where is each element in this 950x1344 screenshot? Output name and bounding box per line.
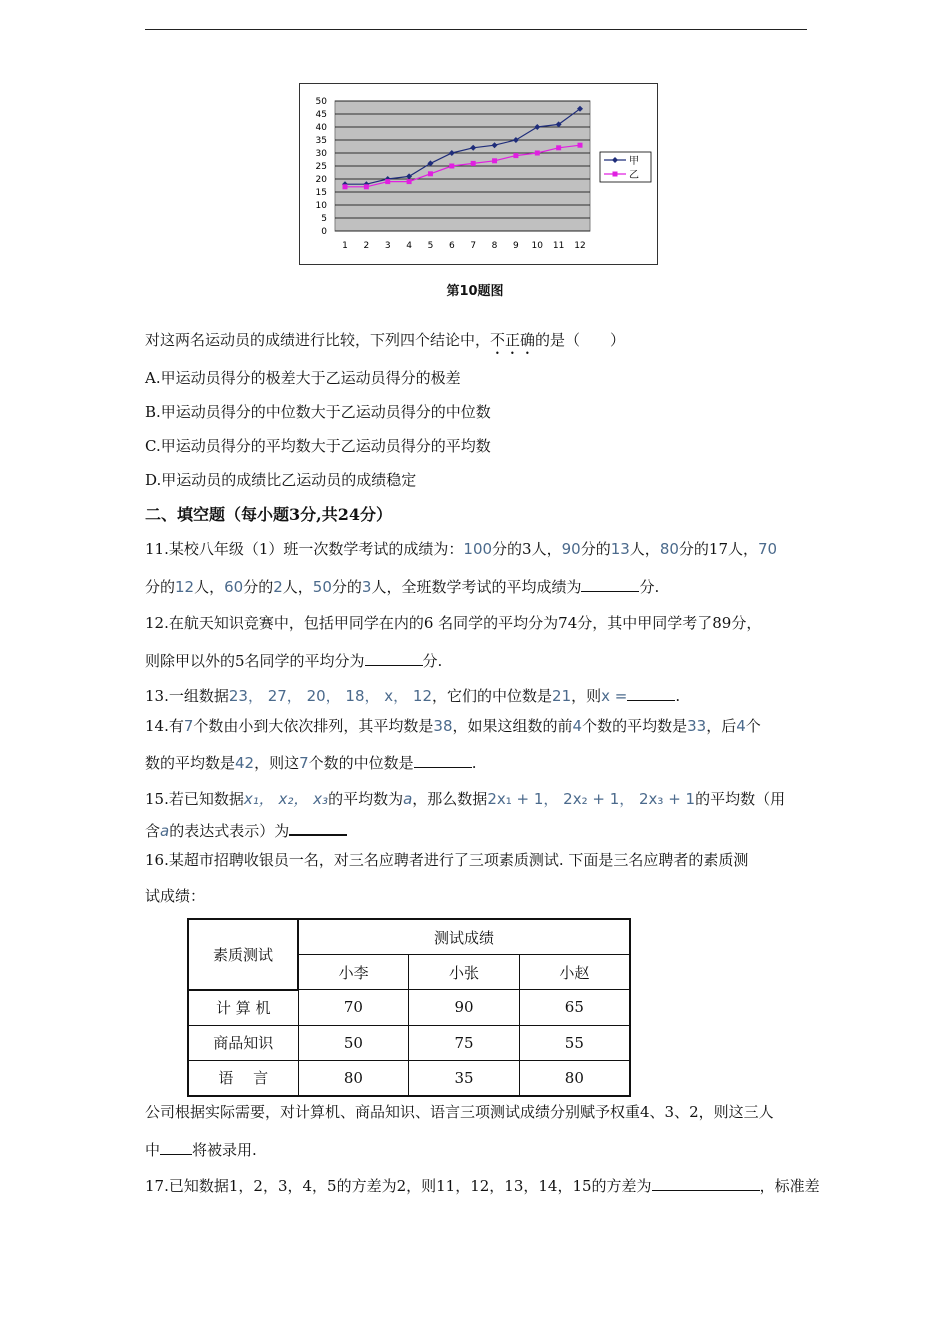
y-tick-label: 15 [315, 188, 327, 198]
series-2-point [471, 161, 476, 166]
y-tick-label: 40 [315, 123, 327, 133]
y-tick-label: 45 [315, 110, 327, 120]
table-cell: 90 [409, 990, 519, 1026]
x-tick-label: 1 [342, 241, 348, 251]
group-header-cell: 测试成绩 [298, 919, 630, 955]
answer-blank[interactable] [627, 685, 675, 701]
answer-blank[interactable] [289, 819, 347, 836]
y-tick-label: 25 [315, 162, 327, 172]
q17: 17.已知数据1，2，3，4，5的方差为2，则11，12，13，14，15的方差为 ，标准差 [145, 1177, 820, 1195]
line-chart [299, 83, 658, 265]
q16-after2: 中 将被录用. [145, 1141, 257, 1159]
row-label: 计 算 机 [188, 990, 298, 1026]
chart-svg [300, 84, 657, 264]
y-tick-label: 30 [315, 149, 327, 159]
q10-option-c: C.甲运动员得分的平均数大于乙运动员得分的平均数 [145, 437, 491, 455]
y-tick-label: 20 [315, 175, 327, 185]
row-header-cell: 素质测试 [188, 919, 298, 990]
y-tick-label: 10 [315, 201, 327, 211]
q10-option-a: A.甲运动员得分的极差大于乙运动员得分的极差 [145, 369, 461, 387]
q15-line1: 15.若已知数据x₁， x₂， x₃的平均数为a，那么数据2x₁ + 1， 2x₂ + 1， 2x₃ + 1的平均数（用 [145, 790, 786, 808]
table-cell: 65 [519, 990, 630, 1026]
q16-line1: 16.某超市招聘收银员一名，对三名应聘者进行了三项素质测试. 下面是三名应聘者的素质测 [145, 851, 749, 869]
answer-blank[interactable] [160, 1139, 192, 1155]
header-rule [145, 29, 807, 30]
col-header: 小张 [409, 955, 519, 990]
q12-line2: 则除甲以外的5名同学的平均分为 分. [145, 652, 443, 670]
q11-line2: 分的12人，60分的2人，50分的3人，全班数学考试的平均成绩为 分. [145, 578, 660, 596]
x-tick-label: 2 [363, 241, 370, 251]
q14-line1: 14.有7个数由小到大依次排列，其平均数是38，如果这组数的前4个数的平均数是33，后4个 [145, 717, 761, 735]
q10-stem: 对这两名运动员的成绩进行比较，下列四个结论中，不正确的是（ ） [145, 331, 626, 349]
series-2-point [407, 179, 412, 184]
y-tick-label: 35 [315, 136, 327, 146]
q15-line2: 含a的表达式表示）为 [145, 819, 347, 841]
table-cell: 35 [409, 1060, 519, 1096]
section-heading: 二、填空题（每小题3分,共24分） [145, 505, 392, 524]
series-2-point [578, 143, 583, 148]
table-cell: 80 [298, 1060, 409, 1096]
x-tick-label: 5 [427, 241, 434, 251]
score-table [187, 918, 631, 1097]
q13: 13.一组数据23， 27， 20， 18， x， 12，它们的中位数是21，则x = . [145, 687, 681, 705]
series-2-point [385, 179, 390, 184]
col-header: 小李 [298, 955, 409, 990]
q16-after1: 公司根据实际需要，对计算机、商品知识、语言三项测试成绩分别赋予权重4、3、2，则这三人 [145, 1103, 774, 1121]
y-tick-label: 50 [315, 97, 327, 107]
answer-blank[interactable] [414, 752, 472, 768]
x-tick-label: 8 [491, 241, 498, 251]
table-row [188, 990, 630, 1026]
series-2-point [513, 153, 518, 158]
answer-blank[interactable] [652, 1175, 760, 1191]
table-cell: 80 [519, 1060, 630, 1096]
q10-option-d: D.甲运动员的成绩比乙运动员的成绩稳定 [145, 471, 417, 489]
answer-blank[interactable] [581, 576, 639, 592]
col-header: 小赵 [519, 955, 630, 990]
row-label: 语 言 [188, 1060, 298, 1096]
q10-option-b: B.甲运动员得分的中位数大于乙运动员得分的中位数 [145, 403, 491, 421]
q16-line2: 试成绩： [145, 887, 206, 905]
table-row [188, 1025, 630, 1060]
answer-blank[interactable] [365, 650, 423, 666]
x-tick-label: 10 [531, 241, 543, 251]
x-tick-label: 6 [448, 241, 455, 251]
x-tick-label: 12 [574, 241, 586, 251]
y-tick-label: 5 [321, 214, 327, 224]
legend-box [600, 152, 651, 182]
x-tick-label: 7 [470, 241, 477, 251]
table-cell: 75 [409, 1025, 519, 1060]
series-2-point [535, 151, 540, 156]
series-2-point [364, 184, 369, 189]
q11-line1: 11.某校八年级（1）班一次数学考试的成绩为：100分的3人，90分的13人，80分的17人，70 [145, 540, 778, 558]
x-tick-label: 11 [552, 241, 565, 251]
row-label: 商品知识 [188, 1025, 298, 1060]
x-tick-label: 9 [513, 241, 519, 251]
y-tick-label: 0 [321, 227, 327, 237]
legend-label: 乙 [629, 170, 639, 181]
figure-caption: 第10题图 [446, 284, 504, 299]
x-tick-label: 3 [384, 241, 391, 251]
series-2-point [556, 145, 561, 150]
table-cell: 55 [519, 1025, 630, 1060]
series-2-point [492, 158, 497, 163]
table-cell: 70 [298, 990, 409, 1026]
q14-line2: 数的平均数是42，则这7个数的中位数是 . [145, 754, 477, 772]
x-tick-label: 4 [406, 241, 412, 251]
table-row [188, 1060, 630, 1096]
series-2-point [449, 164, 454, 169]
q12-line1: 12.在航天知识竞赛中，包括甲同学在内的6 名同学的平均分为74分，其中甲同学考了89分， [145, 614, 762, 632]
legend-label: 甲 [629, 156, 639, 167]
series-2-point [428, 171, 433, 176]
legend-marker [613, 172, 618, 177]
series-2-point [343, 184, 348, 189]
table-cell: 50 [298, 1025, 409, 1060]
